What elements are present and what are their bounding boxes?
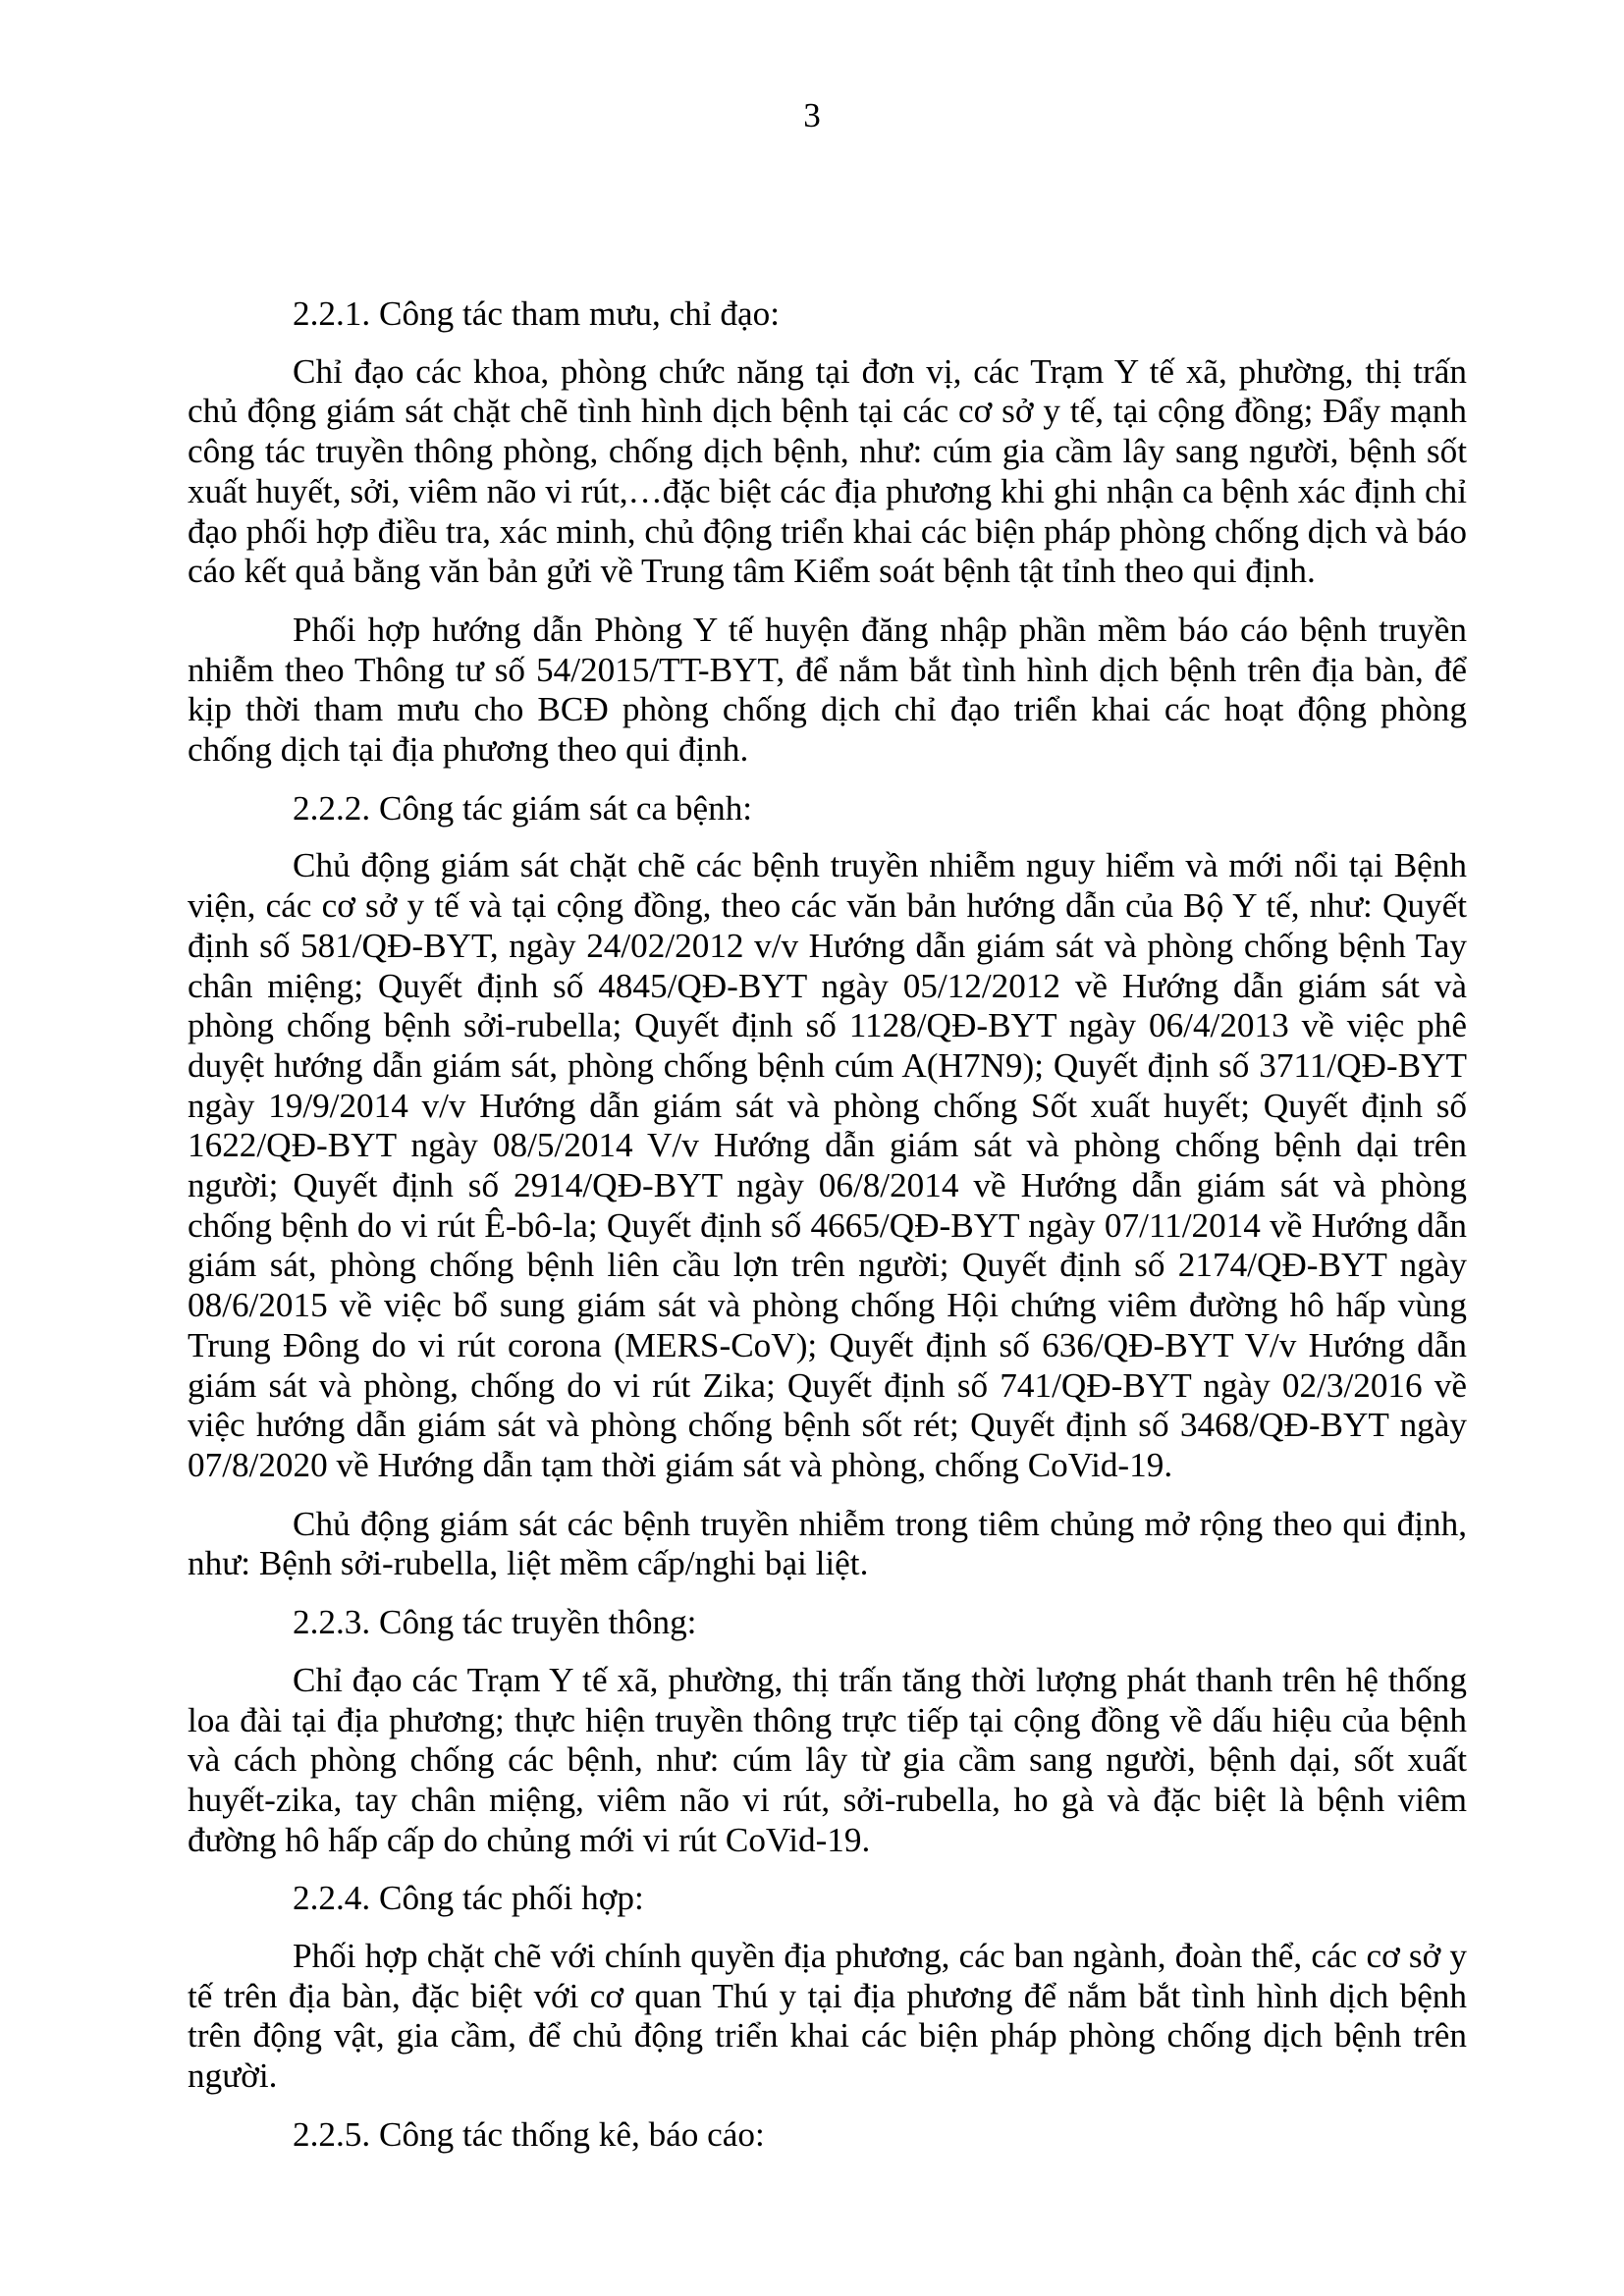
page-number: 3 <box>803 96 821 134</box>
paragraph: Phối hợp hướng dẫn Phòng Y tế huyện đăng nhập phần mềm báo cáo bệnh truyền nhiễm theo Thông tư số 54/2015/TT-BYT, để nắm bắt tình hình dịch bệnh trên địa bàn, để kịp thời tham mưu cho BCĐ phòng chống dịch chỉ đạo triển khai các hoạt động phòng chống dịch tại địa phương theo qui định. <box>188 610 1467 770</box>
paragraph: Chủ động giám sát chặt chẽ các bệnh truyền nhiễm nguy hiểm và mới nổi tại Bệnh viện, các cơ sở y tế và tại cộng đồng, theo các văn bản hướng dẫn của Bộ Y tế, như: Quyết định số 581/QĐ-BYT, ngày 24/02/2012 v/v Hướng dẫn giám sát và phòng chống bệnh Tay chân miệng; Quyết định số 4845/QĐ-BYT ngày 05/12/2012 về Hướng dẫn giám sát và phòng chống bệnh sởi-rubella; Quyết định số 1128/QĐ-BYT ngày 06/4/2013 về việc phê duyệt hướng dẫn giám sát, phòng chống bệnh cúm A(H7N9); Quyết định số 3711/QĐ-BYT ngày 19/9/2014 v/v Hướng dẫn giám sát và phòng chống Sốt xuất huyết; Quyết định số 1622/QĐ-BYT ngày 08/5/2014 V/v Hướng dẫn giám sát và phòng chống bệnh dại trên người; Quyết định số 2914/QĐ-BYT ngày 06/8/2014 về Hướng dẫn giám sát và phòng chống bệnh do vi rút Ê-bô-la; Quyết định số 4665/QĐ-BYT ngày 07/11/2014 về Hướng dẫn giám sát, phòng chống bệnh liên cầu lợn trên người; Quyết định số 2174/QĐ-BYT ngày 08/6/2015 về việc bổ sung giám sát và phòng chống Hội chứng viêm đường hô hấp vùng Trung Đông do vi rút corona (MERS-CoV); Quyết định số 636/QĐ-BYT V/v Hướng dẫn giám sát và phòng, chống do vi rút Zika; Quyết định số 741/QĐ-BYT ngày 02/3/2016 về việc hướng dẫn giám sát và phòng chống bệnh sốt rét; Quyết định số 3468/QĐ-BYT ngày 07/8/2020 về Hướng dẫn tạm thời giám sát và phòng, chống CoVid-19. <box>188 846 1467 1484</box>
section-heading-2-2-5: 2.2.5. Công tác thống kê, báo cáo: <box>293 2114 765 2154</box>
document-body <box>188 294 1467 2173</box>
paragraph: Chỉ đạo các khoa, phòng chức năng tại đơn vị, các Trạm Y tế xã, phường, thị trấn chủ động giám sát chặt chẽ tình hình dịch bệnh tại các cơ sở y tế, tại cộng đồng; Đẩy mạnh công tác truyền thông phòng, chống dịch bệnh, như: cúm gia cầm lây sang người, bệnh sốt xuất huyết, sởi, viêm não vi rút,…đặc biệt các địa phương khi ghi nhận ca bệnh xác định chỉ đạo phối hợp điều tra, xác minh, chủ động triển khai các biện pháp phòng chống dịch và báo cáo kết quả bằng văn bản gửi về Trung tâm Kiểm soát bệnh tật tỉnh theo qui định. <box>188 351 1467 591</box>
paragraph: Chỉ đạo các Trạm Y tế xã, phường, thị trấn tăng thời lượng phát thanh trên hệ thống loa đài tại địa phương; thực hiện truyền thông trực tiếp tại cộng đồng về dấu hiệu của bệnh và cách phòng chống các bệnh, như: cúm lây từ gia cầm sang người, bệnh dại, sốt xuất huyết-zika, tay chân miệng, viêm não vi rút, sởi-rubella, ho gà và đặc biệt là bệnh viêm đường hô hấp cấp do chủng mới vi rút CoVid-19. <box>188 1660 1467 1859</box>
section-heading-2-2-2: 2.2.2. Công tác giám sát ca bệnh: <box>293 788 753 828</box>
section-heading-2-2-3: 2.2.3. Công tác truyền thông: <box>293 1603 697 1642</box>
paragraph: Chủ động giám sát các bệnh truyền nhiễm trong tiêm chủng mở rộng theo qui định, như: Bệnh sởi-rubella, liệt mềm cấp/nghi bại liệt. <box>188 1504 1467 1583</box>
section-heading-2-2-1: 2.2.1. Công tác tham mưu, chỉ đạo: <box>293 294 780 333</box>
paragraph: Phối hợp chặt chẽ với chính quyền địa phương, các ban ngành, đoàn thể, các cơ sở y tế trên địa bàn, đặc biệt với cơ quan Thú y tại địa phương để nắm bắt tình hình dịch bệnh trên động vật, gia cầm, để chủ động triển khai các biện pháp phòng chống dịch bệnh trên người. <box>188 1937 1467 2096</box>
section-heading-2-2-4: 2.2.4. Công tác phối hợp: <box>293 1879 644 1918</box>
